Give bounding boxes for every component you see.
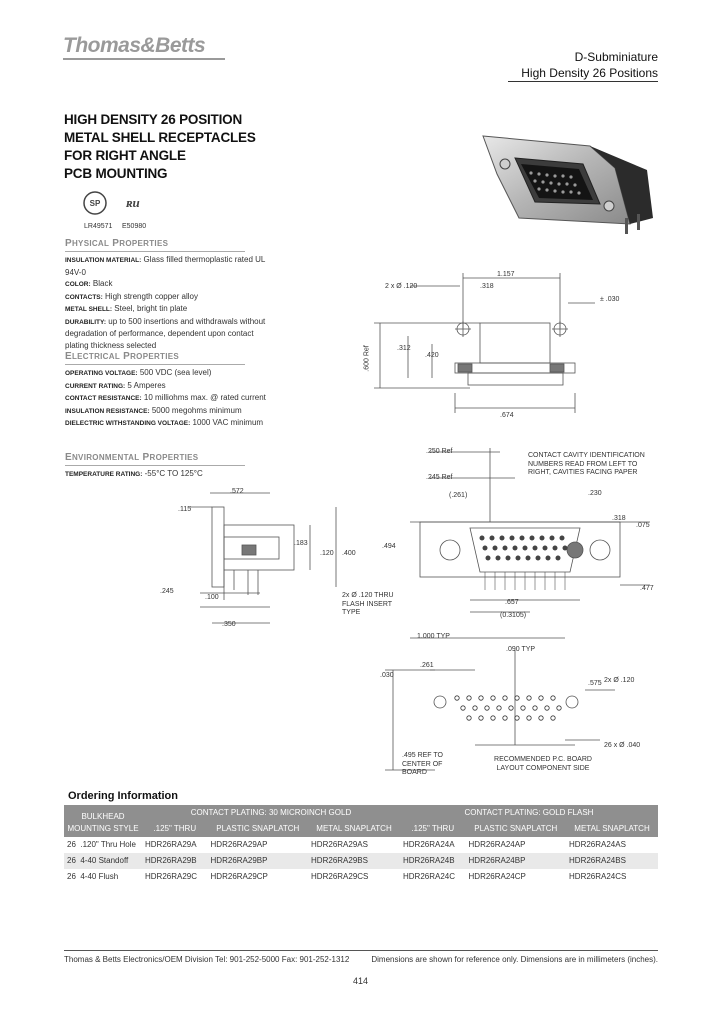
property-row: DURABILITY: up to 500 insertions and withdrawals without degradation of performance, dependent upon contact plating thickness selected bbox=[65, 316, 266, 350]
property-row: TEMPERATURE RATING: -55°C TO 125°C bbox=[65, 469, 203, 478]
property-row: INSULATION MATERIAL: Glass filled thermoplastic rated UL 94V-0 bbox=[65, 255, 266, 277]
dim-600: .600 Ref bbox=[363, 345, 371, 372]
dim-318b: .318 bbox=[612, 515, 626, 522]
property-row: OPERATING VOLTAGE: 500 VDC (sea level) bbox=[65, 368, 212, 377]
col-plastic-1: PLASTIC SNAPLATCH bbox=[208, 821, 309, 837]
dim-090: .090 TYP bbox=[506, 646, 536, 653]
environmental-heading: ENVIRONMENTAL PROPERTIES bbox=[65, 452, 199, 463]
dim-030: .030 bbox=[380, 672, 394, 679]
header-subcategory: High Density 26 Positions bbox=[521, 66, 658, 80]
property-row: DIELECTRIC WITHSTANDING VOLTAGE: 1000 VAC minimum bbox=[65, 418, 264, 427]
property-row: INSULATION RESISTANCE: 5000 megohms minimum bbox=[65, 405, 242, 415]
style-cell: 26 .120" Thru Hole bbox=[67, 840, 136, 849]
electrical-list bbox=[65, 367, 270, 430]
part-cell: HDR26RA29AS bbox=[311, 840, 368, 849]
table-row bbox=[64, 869, 658, 885]
section-rule bbox=[65, 251, 245, 252]
dim-100: .100 bbox=[205, 594, 219, 601]
table-row bbox=[64, 853, 658, 869]
header-rule bbox=[508, 81, 658, 82]
dim-350: .350 bbox=[222, 621, 236, 628]
part-cell: HDR26RA29A bbox=[145, 840, 197, 849]
pcb-note: RECOMMENDED P.C. BOARD LAYOUT COMPONENT SIDE bbox=[494, 756, 592, 772]
dim-477: .477 bbox=[640, 585, 654, 592]
dim-1157: 1.157 bbox=[497, 271, 515, 278]
part-cell: HDR26RA29CS bbox=[311, 872, 369, 881]
dim-250: .250 Ref bbox=[426, 448, 453, 455]
dim-494: .494 bbox=[382, 543, 396, 550]
dim-495: .495 REF TO CENTER OF BOARD bbox=[402, 752, 443, 776]
title-line: METAL SHELL RECEPTACLES bbox=[64, 130, 256, 145]
svg-text:SP: SP bbox=[89, 199, 101, 208]
dim-075: .075 bbox=[636, 522, 650, 529]
part-cell: HDR26RA29AP bbox=[210, 840, 268, 849]
electrical-heading: ELECTRICAL PROPERTIES bbox=[65, 351, 180, 362]
ordering-table bbox=[64, 805, 658, 885]
connector-photo bbox=[455, 118, 660, 248]
dim-318: .318 bbox=[480, 283, 494, 290]
physical-heading: PHYSICAL PROPERTIES bbox=[65, 238, 169, 249]
dim-115: .115 bbox=[178, 506, 192, 513]
col-thru-1: .125" THRU bbox=[142, 821, 208, 837]
ul-number: E50980 bbox=[122, 223, 147, 230]
property-row: CURRENT RATING: 5 Amperes bbox=[65, 380, 166, 390]
part-cell: HDR26RA24AP bbox=[468, 840, 526, 849]
dim-1000: 1.000 TYP bbox=[417, 633, 450, 640]
section-rule bbox=[65, 465, 245, 466]
dim-183: .183 bbox=[294, 540, 308, 547]
part-cell: HDR26RA24BS bbox=[566, 853, 658, 869]
contact-note: CONTACT CAVITY IDENTIFICATION NUMBERS READ FROM LEFT TO RIGHT, CAVITIES FACING PAPER bbox=[528, 452, 645, 476]
dim-657: .657 bbox=[505, 599, 519, 606]
dim-400: .400 bbox=[342, 550, 356, 557]
dim-245b: .245 bbox=[160, 588, 174, 595]
thru-note: 2x Ø .120 THRU FLASH INSERT TYPE bbox=[342, 592, 394, 616]
group-gold-flash: CONTACT PLATING: GOLD FLASH bbox=[400, 805, 658, 821]
dim-575: .575 bbox=[588, 680, 602, 687]
table-row bbox=[64, 837, 658, 853]
ul-mark-icon bbox=[120, 192, 146, 214]
group-30-gold: CONTACT PLATING: 30 MICROINCH GOLD bbox=[142, 805, 400, 821]
part-cell: HDR26RA24BP bbox=[466, 853, 567, 869]
col-plastic-2: PLASTIC SNAPLATCH bbox=[466, 821, 567, 837]
col-metal-2: METAL SNAPLATCH bbox=[566, 821, 658, 837]
logo-rule bbox=[63, 58, 225, 60]
dim-674: .674 bbox=[500, 412, 514, 419]
csa-mark-icon bbox=[82, 190, 108, 216]
environmental-list bbox=[65, 468, 270, 481]
part-cell: HDR26RA24C bbox=[402, 872, 456, 881]
dim-120: .120 bbox=[320, 550, 334, 557]
title-line: FOR RIGHT ANGLE bbox=[64, 148, 186, 163]
dim-230: .230 bbox=[588, 490, 602, 497]
col-metal-1: METAL SNAPLATCH bbox=[308, 821, 400, 837]
dim-312: .312 bbox=[397, 345, 411, 352]
page-title bbox=[64, 111, 256, 183]
style-cell: 26 4-40 Flush bbox=[67, 872, 119, 881]
part-cell: HDR26RA29C bbox=[145, 872, 198, 881]
brand-logo: Thomas&Betts bbox=[63, 34, 206, 57]
page-number: 414 bbox=[353, 976, 369, 986]
dim-26x040: 26 x Ø .040 bbox=[604, 742, 641, 749]
col-style: BULKHEAD MOUNTING STYLE bbox=[64, 805, 142, 837]
part-cell: HDR26RA24A bbox=[402, 840, 455, 849]
col-thru-2: .125" THRU bbox=[400, 821, 466, 837]
top-view-drawing bbox=[360, 268, 660, 418]
title-line: HIGH DENSITY 26 POSITION bbox=[64, 112, 242, 127]
ordering-title: Ordering Information bbox=[68, 790, 178, 802]
dim-420: .420 bbox=[425, 352, 439, 359]
physical-list bbox=[65, 254, 270, 351]
dim-572: .572 bbox=[230, 488, 244, 495]
part-cell: HDR26RA24CS bbox=[569, 872, 627, 881]
header-category: D-Subminiature bbox=[574, 50, 658, 64]
property-row: CONTACT RESISTANCE: 10 milliohms max. @ rated current bbox=[65, 393, 266, 402]
dim-261b: .261 bbox=[420, 662, 434, 669]
part-cell: HDR26RA24B bbox=[400, 853, 466, 869]
property-row: METAL SHELL: Steel, bright tin plate bbox=[65, 304, 188, 313]
part-cell: HDR26RA29B bbox=[142, 853, 208, 869]
part-cell: HDR26RA29BS bbox=[308, 853, 400, 869]
dim-261: (.261) bbox=[449, 492, 468, 499]
section-rule bbox=[65, 364, 245, 365]
property-row: COLOR: Black bbox=[65, 279, 113, 288]
part-cell: HDR26RA24AS bbox=[569, 840, 626, 849]
dim-245: .245 Ref bbox=[426, 474, 453, 481]
footer-contact: Thomas & Betts Electronics/OEM Division Tel: 901-252-5000 Fax: 901-252-1312 bbox=[64, 955, 350, 964]
dim-1030: ± .030 bbox=[600, 296, 620, 303]
csa-number: LR49571 bbox=[84, 223, 113, 230]
footer-rule bbox=[64, 950, 658, 951]
part-cell: HDR26RA24CP bbox=[468, 872, 526, 881]
part-cell: HDR26RA29BP bbox=[208, 853, 309, 869]
part-cell: HDR26RA29CP bbox=[210, 872, 268, 881]
title-line: PCB MOUNTING bbox=[64, 166, 168, 181]
footer-disclaimer: Dimensions are shown for reference only. Dimensions are in millimeters (inches). bbox=[371, 955, 658, 964]
dim-2x120b: 2x Ø .120 bbox=[604, 677, 635, 684]
dim-2x120: 2 x Ø .120 bbox=[385, 283, 418, 290]
svg-text:ʀu: ʀu bbox=[126, 195, 140, 210]
dim-0100: (0.3105) bbox=[500, 612, 527, 619]
property-row: CONTACTS: High strength copper alloy bbox=[65, 291, 198, 301]
style-cell: 26 4-40 Standoff bbox=[64, 853, 142, 869]
